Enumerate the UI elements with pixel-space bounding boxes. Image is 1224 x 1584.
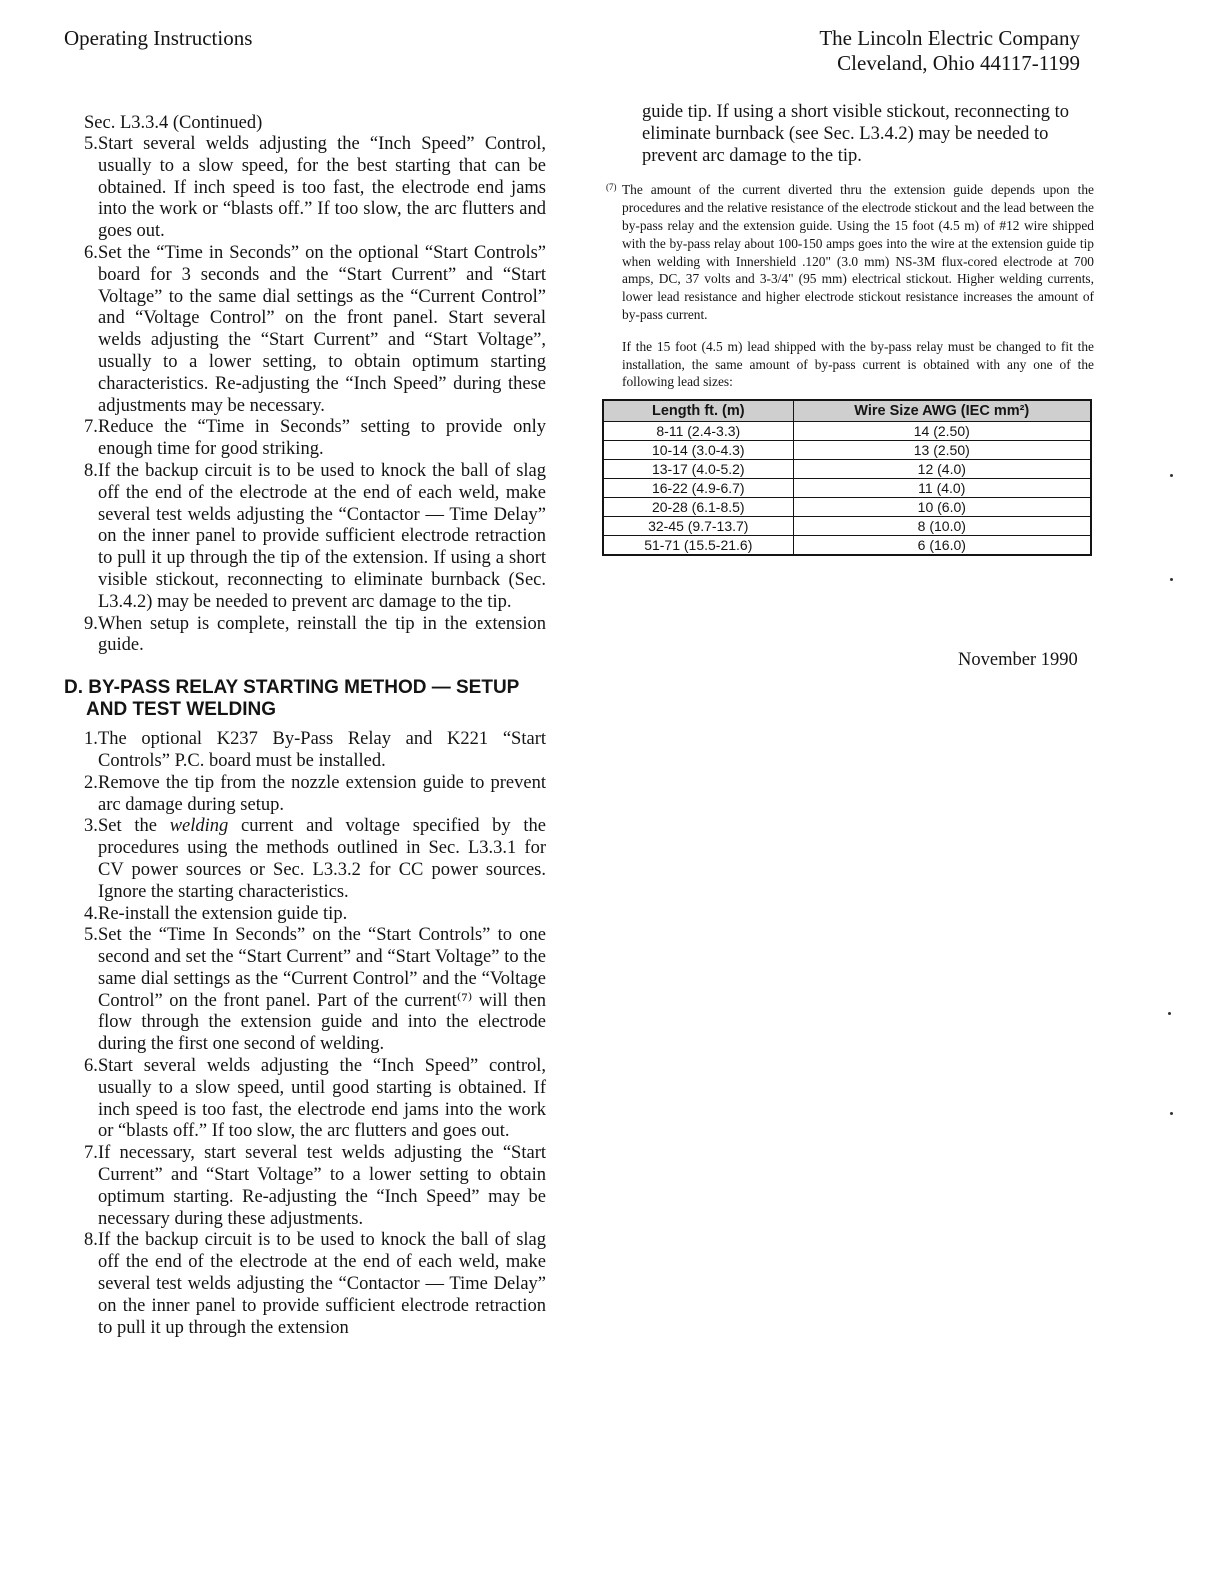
list-item: 8. If the backup circuit is to be used to knock the ball of slag off the end of the electrode at the end of each weld, make several test welds adjusting the “Contactor — Time Delay” on the inner panel to provide sufficient electrode retraction to pull it up through the tip of the extension. If using a short visible stickout, reconnecting to eliminate burnback (Sec. L3.4.2) may be needed to prevent arc damage to the tip. <box>84 460 546 612</box>
table-header-row <box>603 400 1091 422</box>
right-column <box>606 102 1094 556</box>
lead-size-table <box>602 399 1092 556</box>
table-row: 51-71 (15.5-21.6) 6 (16.0) <box>603 536 1091 556</box>
scan-speck <box>1170 474 1173 477</box>
list-item: 4. Re-install the extension guide tip. <box>84 903 348 924</box>
header-wire-size: Wire Size AWG (IEC mm²) <box>793 400 1091 422</box>
list-item: 2. Remove the tip from the nozzle extension guide to prevent arc damage during setup. <box>84 772 546 815</box>
header-length: Length ft. (m) <box>603 400 793 422</box>
section-continued: Sec. L3.3.4 (Continued) <box>84 113 263 133</box>
table-row: 16-22 (4.9-6.7) 11 (4.0) <box>603 479 1091 498</box>
scan-speck <box>1168 1012 1171 1015</box>
list-item: 8. If the backup circuit is to be used to knock the ball of slag off the end of the electrode at the end of each weld, make several test welds adjusting the “Contactor — Time Delay” on the inner panel to provide sufficient electrode retraction to pull it up through the extension <box>84 1230 546 1338</box>
list-item: 5. Set the “Time In Seconds” on the “Start Controls” to one second and set the “Start Current” and “Start Voltage” to the same dial settings as the “Current Control” and the “Voltage Control” on the front panel. Part of the current⁽⁷⁾ will then flow through the extension guide and into the electrode during the first one second of welding. <box>84 925 546 1055</box>
list-item: 3. Set the welding current and voltage specified by the procedures using the methods outlined in Sec. L3.3.1 for CV power sources or Sec. L3.3.2 for CC power sources. Ignore the starting characteristics. <box>84 816 547 902</box>
continuation-paragraph: guide tip. If using a short visible stickout, reconnecting to eliminate burnback (see Sec. L3.4.2) may be needed to prevent arc damage to the tip. <box>642 102 1069 166</box>
company-name: The Lincoln Electric Company <box>819 26 1080 50</box>
lead-size-paragraph: If the 15 foot (4.5 m) lead shipped with the by-pass relay must be changed to fit the installation, the same amount of by-pass current is obtained with any one of the following lead sizes: <box>622 338 1094 390</box>
left-column <box>64 112 546 1339</box>
list-item: 6. Set the “Time in Seconds” on the optional “Start Controls” board for 3 seconds and the “Start Current” and “Start Voltage” to the same dial settings as the “Current Control” and “Voltage Control” on the front panel. Start several welds adjusting the “Start Current” and “Start Voltage”, usually to a lower setting, to obtain optimum starting characteristics. Re-adjusting the “Inch Speed” during these adjustments may be necessary. <box>84 242 546 416</box>
section-d-heading: D. BY-PASS RELAY STARTING METHOD — SETUP AND TEST WELDING <box>64 677 520 721</box>
list-item: 1. The optional K237 By-Pass Relay and K221 “Start Controls” P.C. board must be installed. <box>84 729 546 771</box>
continued-steps-list <box>64 134 546 657</box>
company-address: Cleveland, Ohio 44117-1199 <box>837 51 1080 75</box>
section-d-steps-list <box>64 729 546 1339</box>
list-item: 7. If necessary, start several test welds adjusting the “Start Current” and “Start Voltage” to a lower setting to obtain optimum starting. Re-adjusting the “Inch Speed” may be necessary during these adjustments. <box>84 1143 546 1229</box>
list-item: 6. Start several welds adjusting the “Inch Speed” control, usually to a slow speed, until good starting is obtained. If inch speed is too fast, the electrode end jams into the work or “blasts off.” If too slow, the arc flutters and goes out. <box>84 1056 546 1142</box>
list-item: 9. When setup is complete, reinstall the tip in the extension guide. <box>84 613 546 656</box>
table-row: 20-28 (6.1-8.5) 10 (6.0) <box>603 498 1091 517</box>
scan-speck <box>1170 1112 1173 1115</box>
publication-date: November 1990 <box>958 650 1078 670</box>
list-item: 7. Reduce the “Time in Seconds” setting to provide only enough time for good striking. <box>84 417 546 460</box>
scan-speck <box>1170 578 1173 581</box>
list-item: 5. Start several welds adjusting the “Inch Speed” Control, usually to a slow speed, for the best starting that can be obtained. If inch speed is too fast, the electrode end jams into the work or “blasts off.” If too slow, the arc flutters and goes out. <box>84 134 546 242</box>
footnote <box>606 181 1094 323</box>
footnote-text: The amount of the current diverted thru the extension guide depends upon the procedures and the relative resistance of the electrode stickout and the lead between the by-pass relay and the extension guide. Using the 15 foot (4.5 m) of #12 wire shipped with the by-pass relay about 100-150 amps goes into the wire at the extension guide tip when welding with Innershield .120" (3.0 mm) NS-3M flux-cored electrode at 700 amps, DC, 37 volts and 3-3/4" (95 mm) electrical stickout. Higher welding currents, lower lead resistance and higher electrode stickout resistance increases the amount of by-pass current. <box>622 182 1094 322</box>
header-right <box>819 26 1080 76</box>
table-row: 10-14 (3.0-4.3) 13 (2.50) <box>603 441 1091 460</box>
table-row: 13-17 (4.0-5.2) 12 (4.0) <box>603 460 1091 479</box>
footnote-mark: (7) <box>606 182 617 193</box>
table-row: 32-45 (9.7-13.7) 8 (10.0) <box>603 517 1091 536</box>
header-left: Operating Instructions <box>64 26 253 50</box>
table-row: 8-11 (2.4-3.3) 14 (2.50) <box>603 422 1091 441</box>
